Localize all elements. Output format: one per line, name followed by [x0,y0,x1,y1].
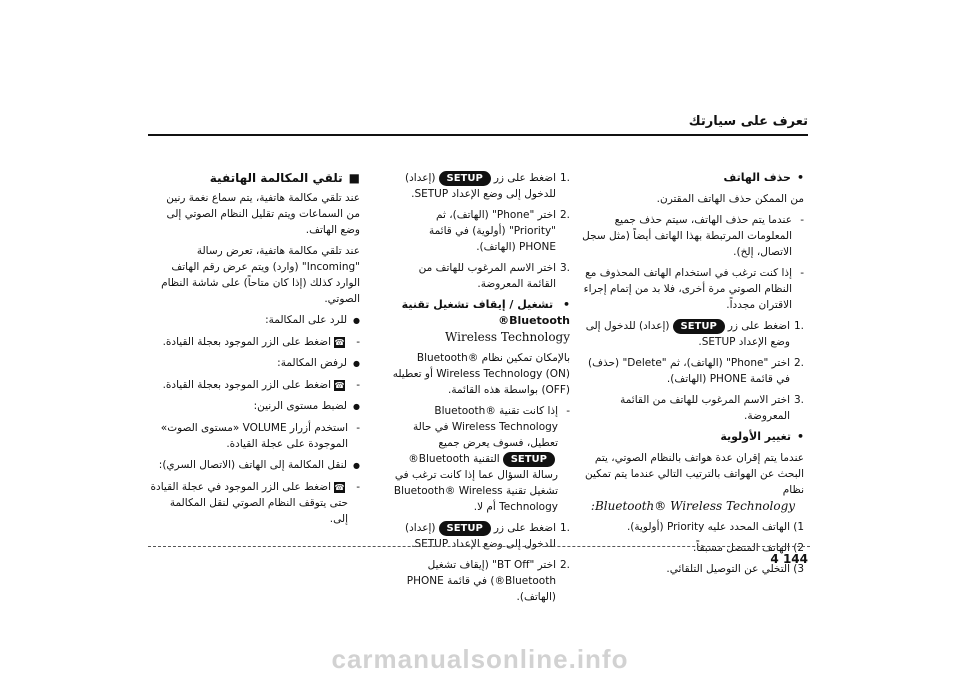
delete-note-2: - إذا كنت ترغب في استخدام الهاتف المحذوف مع النظام الصوتي مرة أخرى، فلا بد من إتمام إجراء الاقتران مجدداً. [582,265,804,313]
delete-intro: من الممكن حذف الهاتف المقترن. [656,193,804,205]
footer-rule [148,546,810,547]
receiving-call-p2: عند تلقي مكالمة هاتفية، تعرض رسالة "Incoming" (وارد) ويتم عرض رقم الهاتف الوارد كذلك (إذا كان متاحاً) على شاشة النظام الصوتي. [161,245,360,305]
end-call-button-icon: ☎ [334,380,345,390]
setup-button-icon: SETUP [439,171,491,186]
call-button-icon: ☎ [334,337,345,347]
bluetooth-note: - إذا كانت تقنية Bluetooth® Wireless Technology في حالة تعطيل، فسوف يعرض جميعSETUPالتقنية Bluetooth® رسالة السؤال عما إذا كانت ترغب في تشغيل تقنية Bluetooth® Wireless Technology أم لا. [390,403,570,515]
page-number: 4 144 [770,552,808,566]
priority-text: عندما يتم إقران عدة هواتف بالنظام الصوتي، يتم البحث عن الهواتف بالترتيب التالي عندما يتم تمكين نظام Bluetooth® Wireless Technology: [582,450,804,514]
priority-order-2: 2) الهاتف المتصل مسبقاً. [692,542,804,554]
delete-step-2: .2 اختر "Phone" (الهاتف)، ثم "Delete" (حذف) في قائمة PHONE (الهاتف). [588,357,804,385]
delete-step-1: .1 اضغط على زرSETUP(إعداد) للدخول إلى وضع الإعداد SETUP. [585,320,804,348]
priority-step-1: .1 اضغط على زرSETUP(إعداد) للدخول إلى وضع الإعداد SETUP. [405,172,570,200]
priority-order-3: 3) التخلي عن التوصيل التلقائي. [666,563,804,575]
answer-item: - ☎اضغط على الزر الموجود بعجلة القيادة. [150,334,360,350]
delete-note-1: - عندما يتم حذف الهاتف، سيتم حذف جميع المعلومات المرتبطة بهذا الهاتف أيضاً (مثل سجل الاتصال، إلخ). [582,212,804,260]
priority-step-2: .2 اختر "Phone" (الهاتف)، ثم "Priority" (أولوية) في قائمة PHONE (الهاتف). [428,209,570,253]
setup-button-icon: SETUP [503,452,555,467]
setup-button-icon: SETUP [439,521,491,536]
bluetooth-tech: Wireless Technology [445,330,570,344]
priority-step-3: .3 اختر الاسم المرغوب للهاتف من القائمة المعروضة. [418,262,570,290]
bluetooth-heading: • تشغيل / إيقاف تشغيل تقنية Bluetooth® Wireless Technology [390,297,570,345]
bluetooth-paragraph: بالإمكان تمكين نظام Bluetooth® Wireless Technology (ON) أو تعطيله (OFF) بواسطة هذه القائمة. [392,352,570,396]
middle-column [390,170,570,610]
priority-heading: • تغيير الأولوية [582,429,804,445]
receiving-call-p1: عند تلقي مكالمة هاتفية، يتم سماع نغمة رنين من السماعات ويتم تقليل النظام الصوتي إلى وضع الهاتف. [166,192,360,236]
answer-heading: ● للرد على المكالمة: [150,312,360,329]
volume-heading: ● لضبط مستوى الرنين: [150,398,360,415]
delete-step-3: .3 اختر الاسم المرغوب للهاتف من القائمة المعروضة. [620,394,804,422]
priority-order-1: 1) الهاتف المحدد عليه Priority (أولوية). [626,521,804,533]
watermark: carmanualsonline.info [331,644,629,674]
transfer-heading: ● لنقل المكالمة إلى الهاتف (الاتصال السري): [150,457,360,474]
receiving-call-heading: ■ تلقي المكالمة الهاتفية [150,170,360,186]
transfer-item: - ☎اضغط على الزر الموجود في عجلة القيادة حتى يتوقف النظام الصوتي لنقل المكالمة إلى. [150,479,360,527]
header-rule [148,134,808,136]
right-column [582,170,804,582]
reject-item: - ☎اضغط على الزر الموجود بعجلة القيادة. [150,377,360,393]
volume-item: - استخدم أزرار VOLUME «مستوى الصوت» الموجودة على عجلة القيادة. [150,420,360,452]
header-title: تعرف على سيارتك [688,114,808,129]
bt-step-2: .2 اختر "BT Off" (إيقاف تشغيل Bluetooth®) في قائمة PHONE (الهاتف). [406,559,570,603]
left-column [150,170,360,532]
call-button-icon: ☎ [334,482,345,492]
delete-phone-heading: • حذف الهاتف [582,170,804,186]
reject-heading: ● لرفض المكالمة: [150,355,360,372]
bt-step-1: .1 اضغط على زرSETUP(إعداد) للدخول إلى وضع الإعداد SETUP. [405,522,570,550]
priority-tech: Bluetooth® Wireless Technology: [590,499,796,513]
setup-button-icon: SETUP [673,319,725,334]
